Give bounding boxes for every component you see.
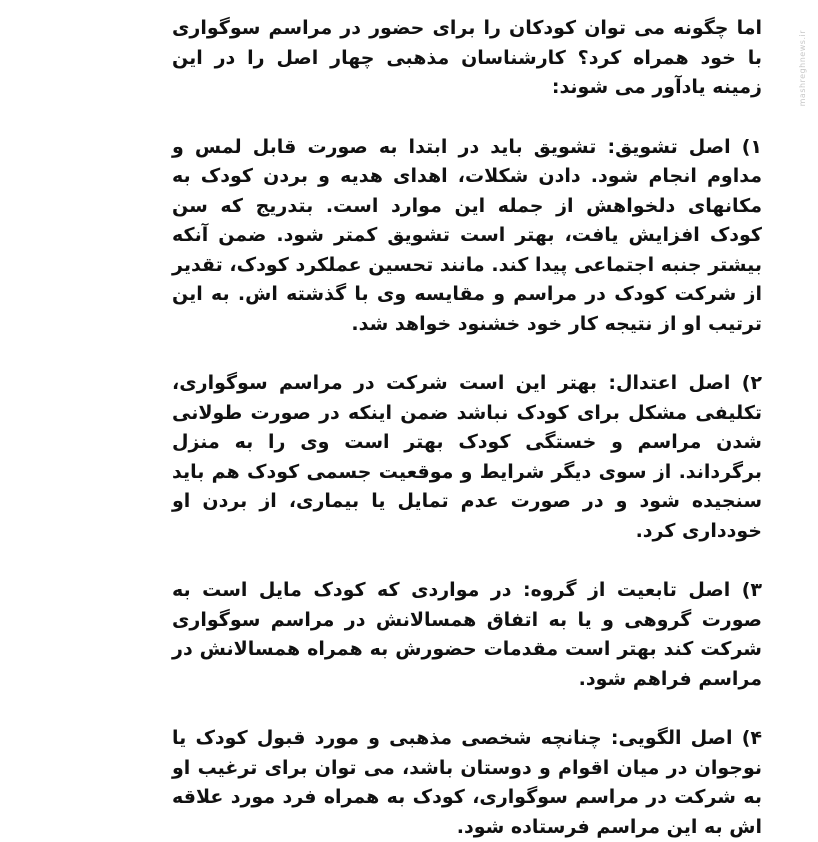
section-heading: ۳) اصل تابعیت از گروه: (523, 579, 762, 601)
section-body: چنانچه شخصی مذهبی و مورد قبول کودک یا نوجوان در میان اقوام و دوستان باشد، می توان برای ترغیب او به شرکت در مراسم سوگواری، کودک به همراه فرد مورد علاقه اش به این مراسم فرستاده شود. (172, 727, 762, 838)
section-group-following (172, 576, 762, 694)
section-body: بهتر این است شرکت در مراسم سوگواری، تکلیفی مشکل برای کودک نباشد ضمن اینکه در صورت طولانی شدن مراسم و خستگی کودک بهتر است وی را به منزل برگرداند. از سوی دیگر شرایط و موقعیت جسمی کودک هم باید سنجیده شود و در صورت عدم تمایل یا بیماری، از بردن او خودداری کرد. (172, 372, 762, 542)
section-heading: ۱) اصل تشویق: (607, 135, 762, 158)
section-moderation (172, 369, 762, 546)
section-body: در مواردی که کودک مایل است به صورت گروهی و یا به اتفاق همسالانش در مراسم سوگواری شرکت کند بهتر است مقدمات حضورش به همراه همسالانش در مراسم فراهم شود. (172, 579, 762, 690)
section-heading: ۴) اصل الگویی: (610, 727, 762, 749)
intro-paragraph: اما چگونه می توان کودکان را برای حضور در مراسم سوگواری با خود همراه کرد؟ کارشناسان مذهبی چهار اصل را در این زمینه یادآور می شوند: (172, 17, 762, 98)
watermark: mashreghnews.ir (798, 30, 807, 107)
section-encouragement (172, 133, 762, 340)
section-role-model (172, 724, 762, 842)
section-body: تشویق باید در ابتدا به صورت قابل لمس و مداوم انجام شود. دادن شکلات، اهدای هدیه و بردن کودک به مکانهای دلخواهش از جمله این موارد است. بتدریج که سن کودک افزایش یافت، بهتر است تشویق کمتر شود. ضمن آنکه بیشتر جنبه اجتماعی پیدا کند. مانند تحسین عملکرد کودک، تقدیر از شرکت کودک در مراسم و مقایسه وی با گذشته اش. به این ترتیب او از نتیجه کار خود خشنود خواهد شد. (172, 135, 762, 335)
section-heading: ۲) اصل اعتدال: (608, 372, 762, 394)
